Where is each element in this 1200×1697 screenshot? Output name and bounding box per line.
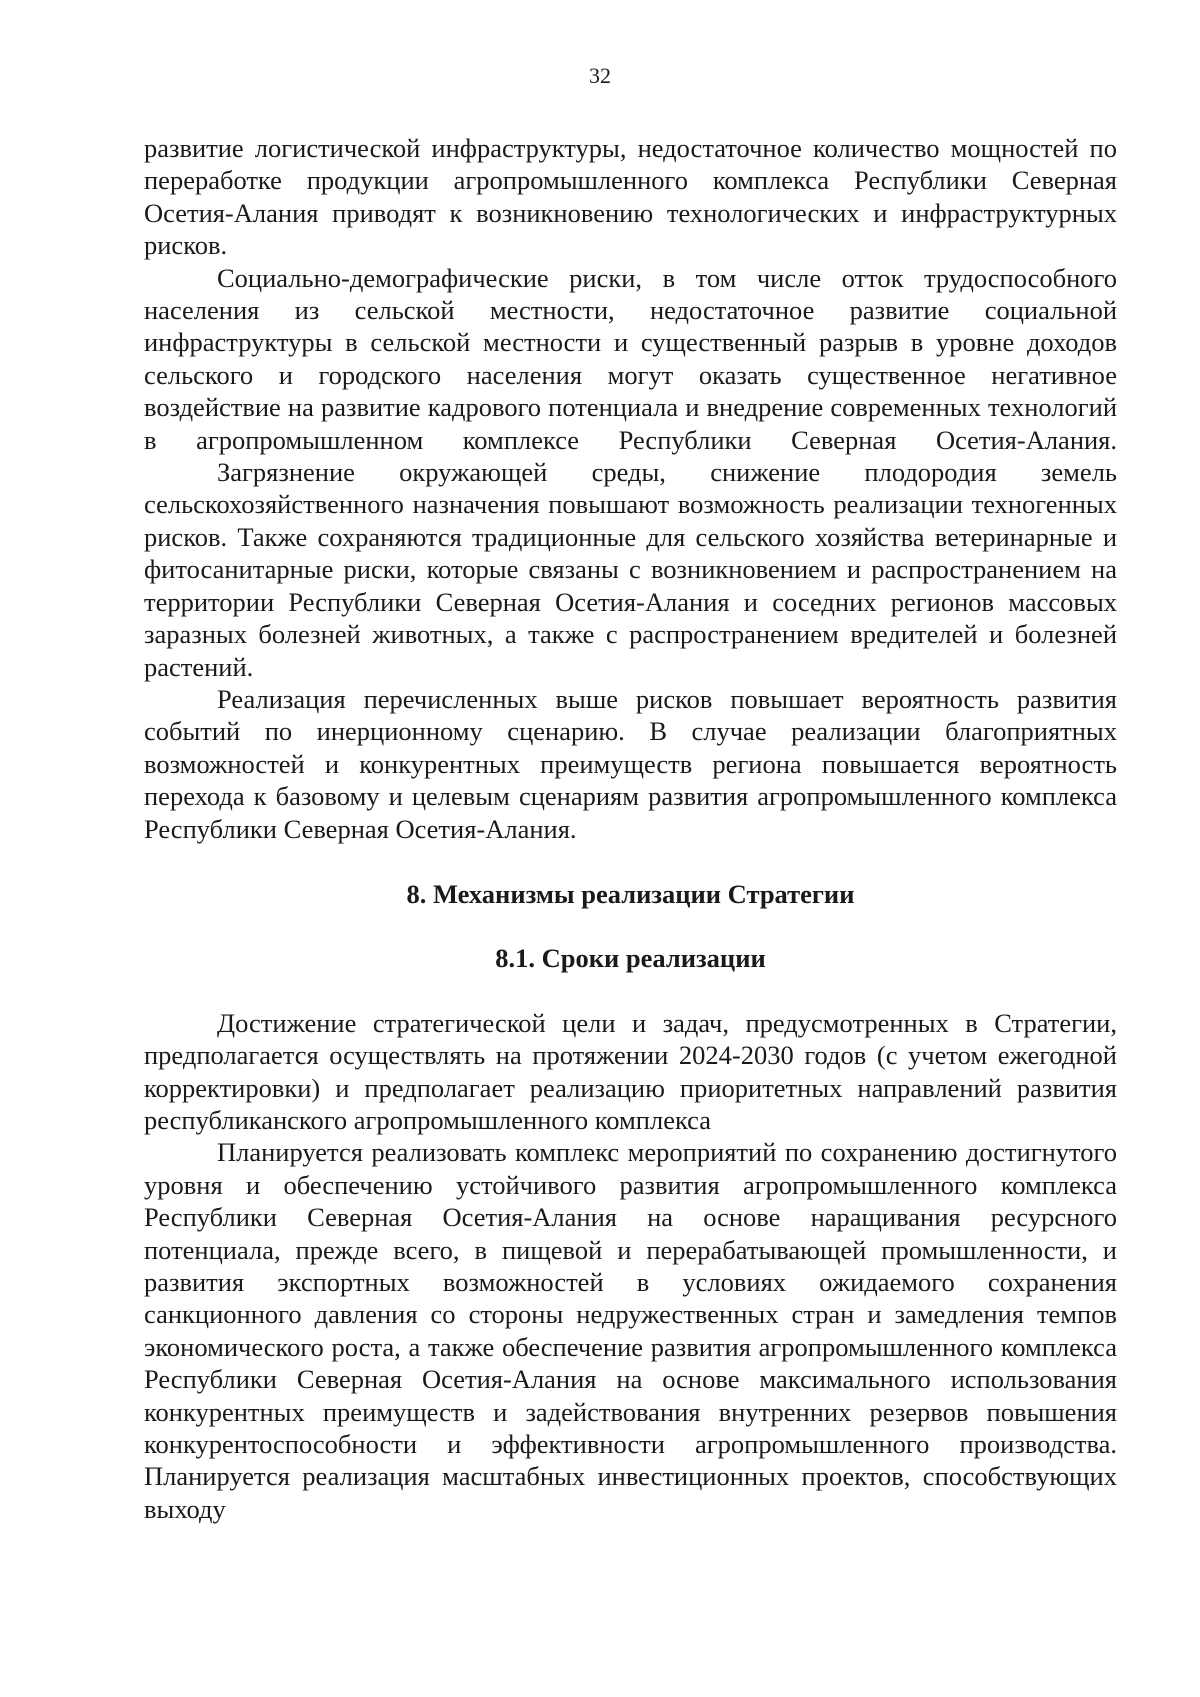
section-heading: 8. Механизмы реализации Стратегии bbox=[406, 878, 855, 909]
paragraph-planned-measures: Планируется реализовать комплекс мероприятий по сохранению достигнутого уровня и обеспечению устойчивого развития агропромышленного комплекса Республики Северная Осетия-Алания на основе наращивания ресурсного потенциала, прежде всего, в пищевой и перерабатывающей промышленности, и развития экспортных возможностей в условиях ожидаемого сохранения санкционного давления со стороны недружественных стран и замедления темпов экономического роста, а также обеспечение развития агропромышленного комплекса Республики Северная Осетия-Алания на основе максимального использования конкурентных преимуществ и задействования внутренних резервов повышения конкурентоспособности и эффективности агропромышленного производства. Планируется реализация масштабных инвестиционных проектов, способствующих выходу bbox=[144, 1137, 1117, 1524]
paragraph-social-demographic-risks: Социально-демографические риски, в том числе отток трудоспособного населения из сельской местности, недостаточное развитие социальной инфраструктуры в сельской местности и существенный разрыв в уровне доходов сельского и городского населения могут оказать существенное негативное воздействие на развитие кадрового потенциала и внедрение современных технологий в агропромышленном комплексе Республики Северная Осетия-Алания. bbox=[144, 262, 1117, 455]
page-number: 32 bbox=[589, 63, 611, 88]
paragraph-logistics: развитие логистической инфраструктуры, недостаточное количество мощностей по переработке продукции агропромышленного комплекса Республики Северная Осетия-Алания приводят к возникновению технологических и инфраструктурных рисков. bbox=[144, 133, 1117, 261]
paragraph-environmental-risks: Загрязнение окружающей среды, снижение плодородия земель сельскохозяйственного назначения повышают возможность реализации техногенных рисков. Также сохраняются традиционные для сельского хозяйства ветеринарные и фитосанитарные риски, которые связаны с возникновением и распространением на территории Республики Северная Осетия-Алания и соседних регионов массовых заразных болезней животных, а также с распространением вредителей и болезней растений. bbox=[144, 457, 1117, 682]
document-body bbox=[144, 132, 1117, 1525]
subsection-heading: 8.1. Сроки реализации bbox=[495, 943, 766, 974]
paragraph-scenario-probability: Реализация перечисленных выше рисков повышает вероятность развития событий по инерционному сценарию. В случае реализации благоприятных возможностей и конкурентных преимуществ региона повышается вероятность перехода к базовому и целевым сценариям развития агропромышленного комплекса Республики Северная Осетия-Алания. bbox=[144, 683, 1117, 844]
paragraph-implementation-period: Достижение стратегической цели и задач, предусмотренных в Стратегии, предполагается осуществлять на протяжении 2024-2030 годов (с учетом ежегодной корректировки) и предполагает реализацию приоритетных направлений развития республиканского агропромышленного комплекса bbox=[144, 1007, 1117, 1135]
